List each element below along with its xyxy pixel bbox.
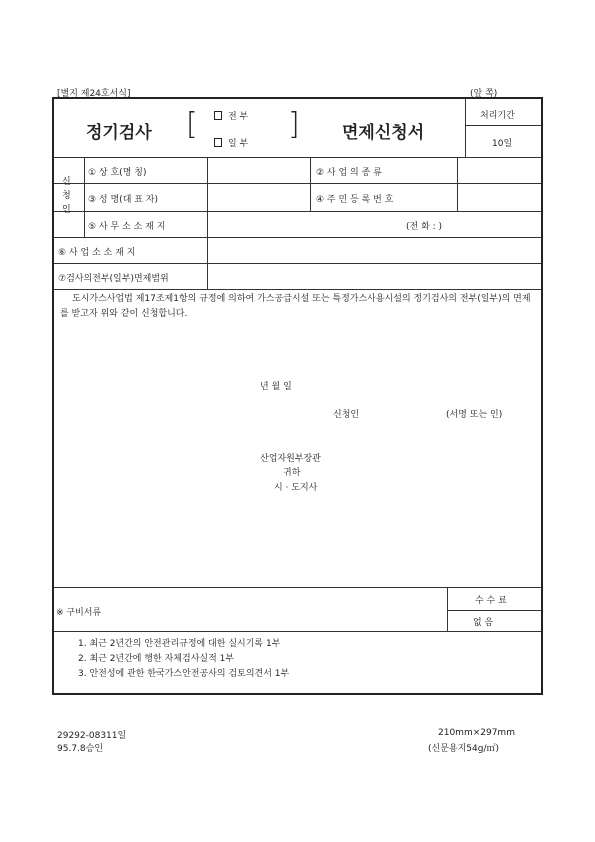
checkbox-icon	[214, 138, 222, 147]
document-item: 2. 최근 2년간에 행한 자체검사실적 1부	[78, 654, 235, 664]
approval-date: 95.7.8승인	[57, 744, 104, 754]
bracket-open: [	[186, 107, 198, 142]
field-phone-label: (전 화 : )	[406, 222, 443, 232]
recipient-minister: 산업자원부장관	[260, 454, 321, 464]
applicant-signature-label: 신청인	[333, 410, 360, 420]
form-number: [별지 제24호서식]	[57, 89, 131, 99]
option-full: 전 부	[214, 109, 248, 122]
option-partial: 일 부	[214, 136, 248, 149]
checkbox-icon	[214, 111, 222, 120]
field-name-label: ③ 성 명(대 표 자)	[88, 195, 159, 205]
title-left: 정기검사	[86, 123, 152, 143]
field-id-number-label: ④ 주 민 등 록 번 호	[316, 195, 394, 205]
fee-value: 없 음	[473, 618, 494, 628]
recipient-governor: 시 · 도지사	[274, 483, 318, 493]
application-statement: 도시가스사업법 제17조제1항의 규정에 의하여 가스공급시설 또는 특정가스사용시설의 정기검사의 전부(일부)의 면제를 받고자 위와 같이 신청합니다.	[60, 294, 531, 319]
field-business-type-label: ② 사 업 의 종 류	[316, 168, 382, 178]
paper-type: (신문용지54g/㎡)	[428, 744, 499, 754]
required-documents-label: ※ 구비서류	[56, 608, 102, 618]
paper-size: 210mm×297mm	[438, 728, 515, 738]
field-office-address-label: ⑤ 사 무 소 소 재 지	[88, 222, 166, 232]
bracket-close: ]	[288, 107, 300, 142]
form-code: 29292-08311일	[57, 731, 127, 741]
title-right: 면제신청서	[342, 123, 425, 143]
date-line: 년 월 일	[260, 382, 292, 392]
signature-note: (서명 또는 인)	[446, 410, 503, 420]
applicant-side-label: 신 청 인	[62, 177, 71, 215]
processing-period-value: 10일	[492, 139, 513, 149]
document-item: 1. 최근 2년간의 안전관리규정에 대한 실시기록 1부	[78, 639, 281, 649]
field-exemption-scope-label: ⑦검사의전부(일부)면제범위	[58, 274, 169, 284]
document-item: 3. 안전성에 관한 한국가스안전공사의 검토의견서 1부	[78, 669, 290, 679]
recipient-honorific: 귀하	[283, 468, 301, 478]
fee-label: 수 수 료	[475, 596, 507, 606]
processing-period-label: 처리기간	[480, 111, 515, 121]
application-form	[52, 97, 543, 695]
page-side-label: (앞 쪽)	[470, 89, 498, 99]
field-business-name-label: ① 상 호(명 칭)	[88, 168, 147, 178]
field-site-address-label: ⑥ 사 업 소 소 재 지	[58, 248, 136, 258]
